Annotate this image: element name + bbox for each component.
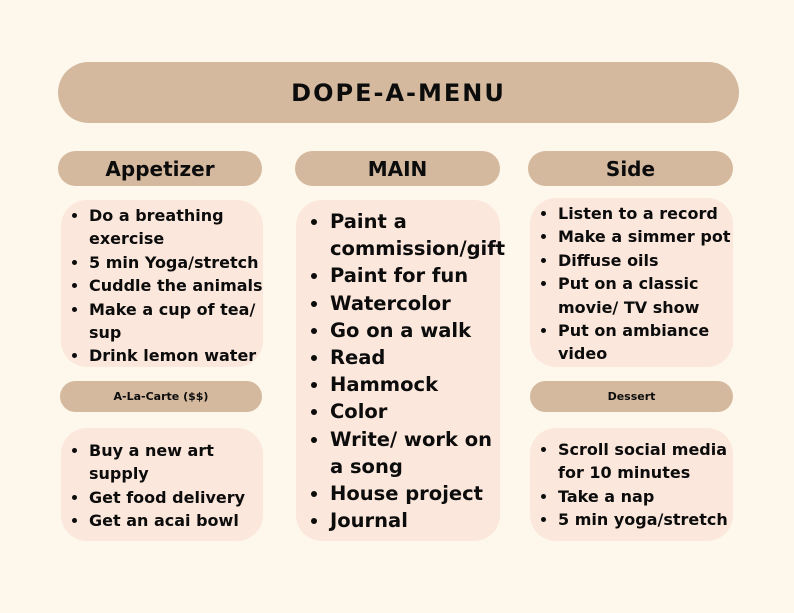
a-la-carte-card: [61, 428, 263, 541]
main-item: • Paint for fun: [330, 262, 500, 289]
main-item: • Color: [330, 398, 500, 425]
dessert-item: • 5 min yoga/stretch: [558, 508, 733, 531]
side-item: • Put on a classic movie/ TV show: [558, 272, 733, 319]
appetizer-card: [61, 200, 263, 367]
main-item: • Journal: [330, 507, 500, 534]
a-la-carte-heading: A-La-Carte ($$): [60, 381, 262, 412]
appetizer-heading: Appetizer: [58, 151, 262, 186]
appetizer-item: • 5 min Yoga/stretch: [89, 251, 263, 274]
main-item: • House project: [330, 480, 500, 507]
a-la-carte-item: • Get food delivery: [89, 486, 263, 509]
appetizer-item: • Drink lemon water: [89, 344, 263, 367]
side-item: • Diffuse oils: [558, 249, 733, 272]
appetizer-item: • Cuddle the animals: [89, 274, 263, 297]
dessert-heading: Dessert: [530, 381, 733, 412]
dessert-card: [530, 428, 733, 541]
main-card: [296, 200, 506, 541]
menu-title: DOPE-A-MENU: [58, 62, 739, 123]
main-heading: MAIN: [295, 151, 500, 186]
main-item: • Hammock: [330, 371, 500, 398]
dessert-item: • Take a nap: [558, 485, 733, 508]
main-item: • Go on a walk: [330, 317, 500, 344]
side-item: • Make a simmer pot: [558, 225, 733, 248]
side-card: [530, 198, 733, 367]
main-list: [296, 208, 506, 534]
main-item: • Paint a commission/gift: [330, 208, 500, 262]
a-la-carte-item: • Buy a new art supply: [89, 439, 263, 486]
appetizer-list: [61, 204, 263, 368]
appetizer-item: • Do a breathing exercise: [89, 204, 263, 251]
main-item: • Watercolor: [330, 290, 500, 317]
main-item: • Write/ work on a song: [330, 426, 500, 480]
appetizer-item: • Make a cup of tea/ sup: [89, 298, 263, 345]
dessert-item: • Scroll social media for 10 minutes: [558, 438, 733, 485]
side-item: • Listen to a record: [558, 202, 733, 225]
a-la-carte-list: [61, 439, 263, 533]
main-item: • Read: [330, 344, 500, 371]
side-heading: Side: [528, 151, 733, 186]
dessert-list: [530, 438, 733, 532]
side-list: [530, 202, 733, 366]
a-la-carte-item: • Get an acai bowl: [89, 509, 263, 532]
side-item: • Put on ambiance video: [558, 319, 733, 366]
